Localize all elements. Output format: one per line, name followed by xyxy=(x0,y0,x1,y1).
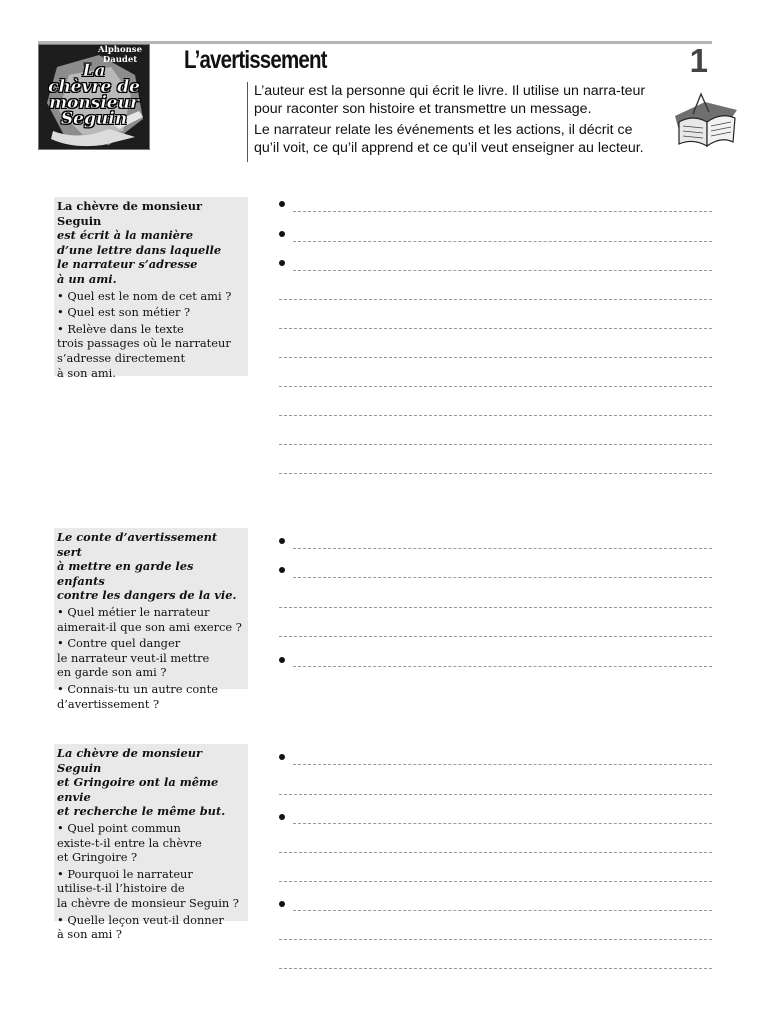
answer-line[interactable] xyxy=(279,415,712,416)
logo-title: La chèvre de monsieur Seguin xyxy=(48,61,140,129)
answer-line[interactable] xyxy=(293,270,712,271)
answer-bullet xyxy=(279,814,285,820)
book-logo xyxy=(38,44,150,150)
exercise-1-question-3: • Relève dans le texte trois passages où le narrateur s’adresse directement à son ami. xyxy=(57,321,231,380)
answer-line[interactable] xyxy=(279,386,712,387)
answer-bullet xyxy=(279,201,285,207)
answer-line[interactable] xyxy=(279,881,712,882)
answer-line[interactable] xyxy=(279,444,712,445)
answer-line[interactable] xyxy=(279,852,712,853)
exercise-1-lead xyxy=(57,199,244,287)
answer-line[interactable] xyxy=(293,548,712,549)
exercise-2-lead: Le conte d’avertissement sert à mettre en garde les enfants contre les dangers de la vie. xyxy=(57,530,237,603)
exercise-3-question-2: • Pourquoi le narrateur utilise-t-il l’histoire de la chèvre de monsieur Seguin ? xyxy=(57,866,239,910)
answer-line[interactable] xyxy=(293,211,712,212)
open-book-icon xyxy=(671,88,741,154)
answer-line[interactable] xyxy=(279,939,712,940)
answer-line[interactable] xyxy=(279,794,712,795)
answer-line[interactable] xyxy=(279,968,712,969)
exercise-3-question-1: • Quel point commun existe-t-il entre la chèvre et Gringoire ? xyxy=(57,820,202,865)
page-title: L’avertissement xyxy=(184,46,327,74)
answer-line[interactable] xyxy=(279,357,712,358)
exercise-box-3 xyxy=(54,744,248,942)
answer-line[interactable] xyxy=(279,328,712,329)
answer-line[interactable] xyxy=(293,241,712,242)
answer-line[interactable] xyxy=(279,607,712,608)
answer-line[interactable] xyxy=(293,823,712,824)
exercise-2-question-1: • Quel métier le narrateur aimerait-il que son ami exerce ? xyxy=(57,604,242,634)
answer-line[interactable] xyxy=(293,910,712,911)
answer-bullet xyxy=(279,657,285,663)
answer-bullet xyxy=(279,754,285,760)
answer-bullet xyxy=(279,901,285,907)
exercise-1-book-title: La chèvre de monsieur Seguin xyxy=(57,199,203,228)
intro-paragraph-2: Le narrateur relate les événements et les actions, il décrit ce qu’il voit, ce qu’il apprend et ce qu’il veut enseigner au lecteur. xyxy=(254,122,644,156)
answer-bullet xyxy=(279,260,285,266)
intro-paragraph-1: L’auteur est la personne qui écrit le livre. Il utilise un narra-teur pour raconter son histoire et transmettre un message. xyxy=(254,83,646,117)
exercise-2-question-2: • Contre quel danger le narrateur veut-il mettre en garde son ami ? xyxy=(57,636,210,680)
answer-line[interactable] xyxy=(279,473,712,474)
exercise-3-lead: La chèvre de monsieur Seguin et Gringoire ont la même envie et recherche le même but. xyxy=(57,746,226,819)
logo-author: Alphonse Daudet xyxy=(98,45,142,65)
exercise-1-question-2: • Quel est son métier ? xyxy=(57,305,191,320)
exercise-box-2 xyxy=(54,528,248,711)
exercise-1-lead-text: est écrit à la manière d’une lettre dans laquelle le narrateur s’adresse à un ami. xyxy=(57,228,222,286)
intro-text xyxy=(247,82,649,162)
answer-line[interactable] xyxy=(279,636,712,637)
answer-line[interactable] xyxy=(293,764,712,765)
exercise-1-question-1: • Quel est le nom de cet ami ? xyxy=(57,288,232,303)
answer-bullet xyxy=(279,538,285,544)
answer-bullet xyxy=(279,567,285,573)
answer-line[interactable] xyxy=(293,577,712,578)
exercise-box-1 xyxy=(54,197,248,380)
answer-line[interactable] xyxy=(279,299,712,300)
page-number: 1 xyxy=(689,42,708,79)
answer-bullet xyxy=(279,231,285,237)
answer-line[interactable] xyxy=(293,666,712,667)
exercise-2-question-3: • Connais-tu un autre conte d’avertissement ? xyxy=(57,681,218,711)
exercise-3-question-3: • Quelle leçon veut-il donner à son ami ? xyxy=(57,912,224,942)
